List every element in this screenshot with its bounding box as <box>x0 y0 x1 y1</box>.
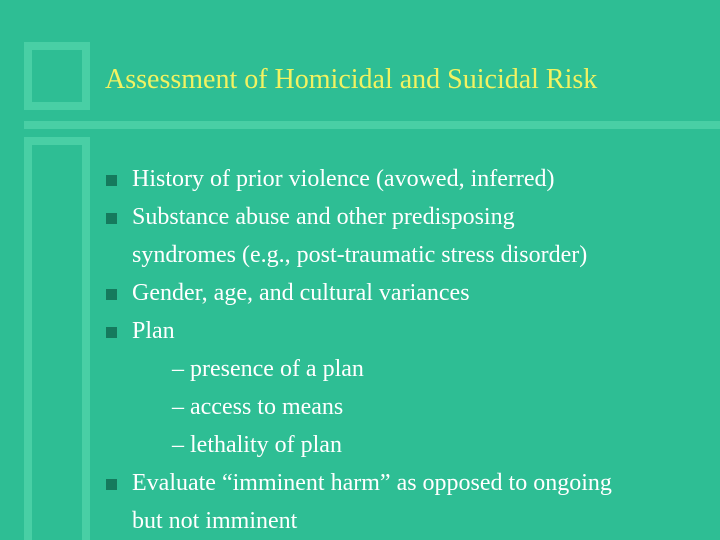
sub-item-presence: – presence of a plan <box>172 356 364 382</box>
sub-item-lethality: – lethality of plan <box>172 432 342 458</box>
decorative-divider-line <box>24 121 720 129</box>
decorative-left-column-bar <box>24 137 32 540</box>
square-bullet-icon <box>106 175 117 186</box>
decorative-frame-left <box>24 42 32 110</box>
decorative-inner-column-bar <box>82 137 90 540</box>
bullet-text-line-1: Substance abuse and other predisposing <box>132 204 515 230</box>
bullet-text-line-2: syndromes (e.g., post-traumatic stress disorder) <box>132 242 588 268</box>
bullet-item-history <box>100 160 710 198</box>
bullet-text: History of prior violence (avowed, inferred) <box>132 166 555 192</box>
bullet-text: Gender, age, and cultural variances <box>132 280 470 306</box>
slide-title: Assessment of Homicidal and Suicidal Risk <box>105 64 598 95</box>
square-bullet-icon <box>106 327 117 338</box>
decorative-frame-top <box>24 42 90 50</box>
square-bullet-icon <box>106 213 117 224</box>
decorative-frame-bottom <box>24 102 90 110</box>
bullet-item-gender <box>100 274 710 312</box>
square-bullet-icon <box>106 479 117 490</box>
decorative-column-top <box>24 137 90 145</box>
bullet-text: Plan <box>132 318 175 344</box>
bullet-text-line-1: Evaluate “imminent harm” as opposed to ongoing <box>132 470 612 496</box>
square-bullet-icon <box>106 289 117 300</box>
bullet-item-plan <box>100 312 710 350</box>
sub-item-access: – access to means <box>172 394 344 420</box>
bullet-item-substance <box>100 198 710 274</box>
bullet-list <box>100 160 710 540</box>
bullet-text-line-2: but not imminent <box>132 508 298 534</box>
bullet-item-evaluate <box>100 464 710 540</box>
decorative-frame-right <box>82 42 90 110</box>
